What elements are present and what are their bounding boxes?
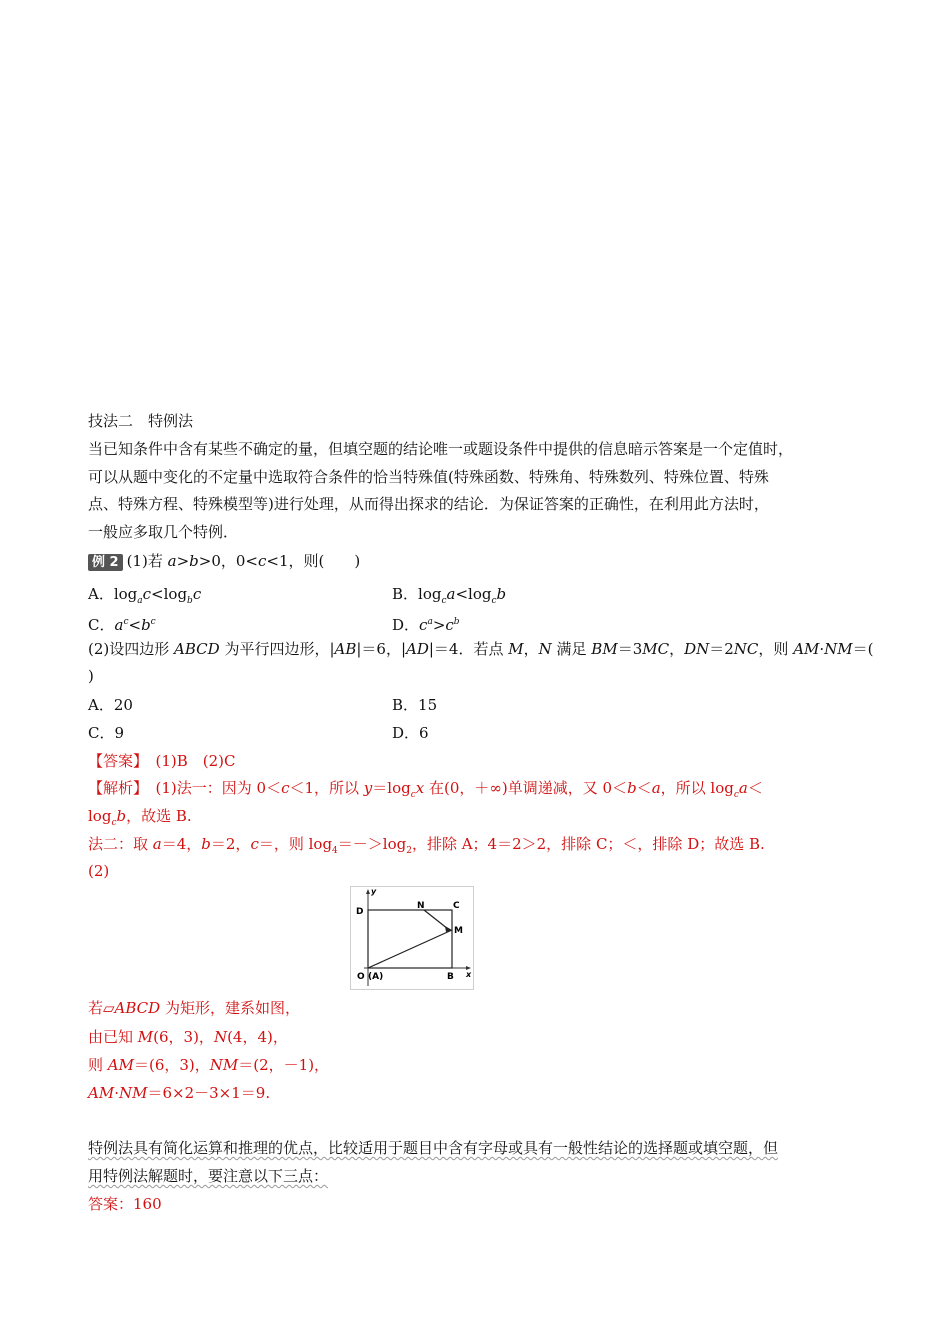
section-title: 技法二 特例法: [88, 412, 194, 430]
closing-line-1: 特例法具有简化运算和推理的优点，比较适用于题目中含有字母或具有一般性结论的选择题或填空题，但: [88, 1139, 779, 1157]
intro-line-4: 一般应多取几个特例．: [88, 523, 239, 541]
label-d: D: [356, 907, 364, 917]
analysis-line-2: $\log_cb$，故选 B.: [88, 807, 192, 828]
q1-option-b: B．$\log_ca<\log_cb$: [392, 585, 507, 606]
intro-line-3: 点、特殊方程、特殊模型等)进行处理，从而得出探求的结论．为保证答案的正确性，在利用此方法时，: [88, 495, 769, 513]
final-answer: 答案：160: [88, 1195, 162, 1213]
q2-option-b: B．15: [392, 696, 438, 714]
q1-option-c: C．$a^c<b^c$: [88, 616, 156, 634]
closing-line-2: 用特例法解题时，要注意以下三点：: [88, 1167, 329, 1185]
rectangle-abcd: [368, 910, 452, 968]
solution-line-3: 则 AM＝(6，3)，NM＝(2，－1)，: [88, 1056, 330, 1074]
y-axis-arrow: [366, 889, 370, 894]
label-n: N: [417, 901, 425, 911]
vector-am: [368, 930, 452, 968]
answer-line: [88, 751, 236, 771]
intro-line-1: 当已知条件中含有某些不确定的量，但填空题的结论唯一或题设条件中提供的信息暗示答案是一个定值时，: [88, 440, 794, 458]
label-a: (A): [368, 972, 384, 982]
q2-option-c: C．9: [88, 724, 125, 742]
part-2-label: (2): [88, 862, 110, 880]
label-o: O: [357, 972, 365, 982]
analysis-label: 【解析】: [88, 779, 141, 797]
question-2-close-paren: ): [88, 667, 94, 685]
analysis-line-1: 【解析】 (1)法一：因为 0＜c＜1，所以 $y=\log_cx$ 在(0，＋∞)单调递减，又 0＜b＜a，所以 $\log_ca<$: [88, 779, 763, 800]
label-x: x: [466, 970, 472, 979]
q1-option-d: D．$c^a>c^b$: [392, 616, 460, 634]
q2-option-a: A．20: [88, 696, 133, 714]
label-y: y: [371, 887, 377, 896]
vector-nm: [424, 910, 448, 929]
intro-line-2: 可以从题中变化的不定量中选取符合条件的恰当特殊值(特殊函数、特殊角、特殊数列、特殊位置、特殊: [88, 468, 769, 486]
label-b: B: [447, 972, 454, 982]
solution-line-4: AM·NM＝6×2－3×1＝9.: [88, 1084, 271, 1102]
answer-text: (1)B (2)C: [140, 752, 236, 770]
solution-line-2: 由已知 M(6，3)，N(4，4)，: [88, 1028, 288, 1046]
q2-option-d: D．6: [392, 724, 429, 742]
example-2-question-2: (2)设四边形 ABCD 为平行四边形，|AB|＝6，|AD|＝4．若点 M，N 满足 BM＝3MC，DN＝2NC，则 AM·NM＝(: [88, 640, 874, 658]
coordinate-figure: [350, 886, 474, 990]
q1-option-a: A．$\log_ac<\log_bc$: [88, 585, 202, 606]
method-2-line: 法二：取 a＝4，b＝2，c＝，则 $\log_4=->\log_2$，排除 A；4＝2＞2，排除 C；＜，排除 D；故选 B.: [88, 835, 765, 856]
label-m: M: [454, 926, 463, 936]
answer-label: 【答案】: [88, 752, 141, 770]
example-badge: 例 2: [88, 554, 123, 571]
label-c: C: [453, 901, 460, 911]
example-2-question-1: 例 2 (1)若 a>b>0，0<c<1，则( ): [88, 551, 360, 571]
solution-line-1: 若▱ABCD 为矩形，建系如图，: [88, 999, 300, 1017]
